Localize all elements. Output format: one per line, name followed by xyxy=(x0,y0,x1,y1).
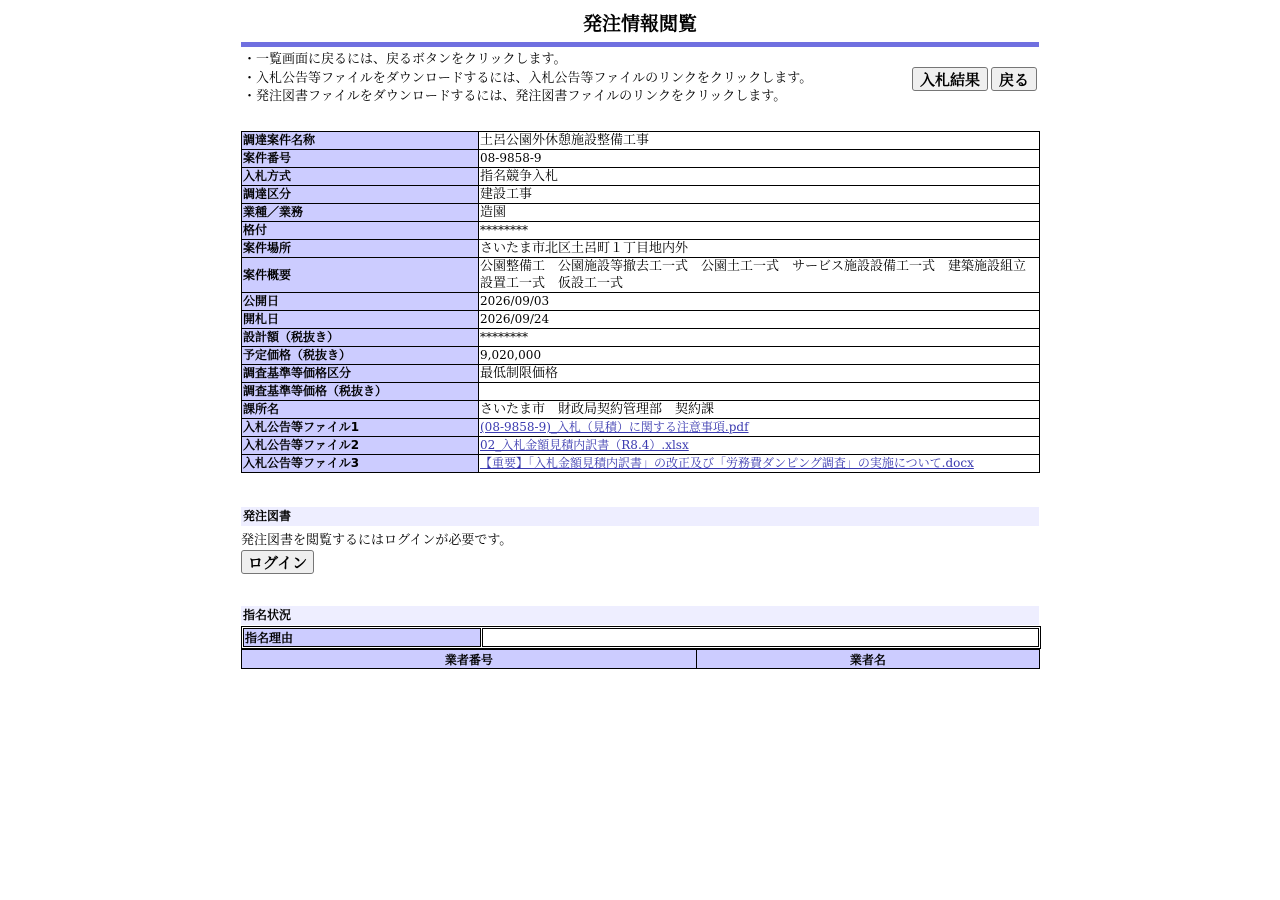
rating: ******** xyxy=(479,222,1040,240)
row-label: 調査基準等価格（税抜き） xyxy=(242,383,479,401)
case-details-table xyxy=(241,131,1040,473)
opening-date: 2026/09/24 xyxy=(479,311,1040,329)
notice-file-3-link[interactable]: 【重要】「入札金額見積内訳書」の改正及び「労務費ダンピング調査」の実施について.docx xyxy=(480,456,974,470)
row-label: 開札日 xyxy=(242,311,479,329)
column-header-vendor-name: 業者名 xyxy=(696,650,1039,669)
nomination-reason xyxy=(482,628,1039,647)
table-row xyxy=(242,150,1040,168)
row-label: 予定価格（税抜き） xyxy=(242,347,479,365)
page-title: 発注情報閲覧 xyxy=(582,13,697,35)
table-row xyxy=(242,132,1040,150)
row-label: 調査基準等価格区分 xyxy=(242,365,479,383)
nomination-reason-table xyxy=(241,626,1041,649)
row-label: 入札公告等ファイル3 xyxy=(242,455,479,473)
table-row xyxy=(242,258,1040,293)
instruction-item: ・入札公告等ファイルをダウンロードするには、入札公告等ファイルのリンクをクリックします。 xyxy=(243,70,813,86)
table-row xyxy=(242,365,1040,383)
instructions xyxy=(241,47,1039,117)
row-label: 格付 xyxy=(242,222,479,240)
procurement-category: 建設工事 xyxy=(479,186,1040,204)
row-label: 業種／業務 xyxy=(242,204,479,222)
row-label: 指名理由 xyxy=(243,628,481,647)
back-button[interactable]: 戻る xyxy=(991,67,1037,91)
row-label: 入札方式 xyxy=(242,168,479,186)
table-row xyxy=(242,347,1040,365)
table-row xyxy=(242,437,1040,455)
table-row xyxy=(243,628,1039,647)
table-row xyxy=(242,455,1040,473)
row-label: 課所名 xyxy=(242,401,479,419)
case-location: さいたま市北区土呂町１丁目地内外 xyxy=(479,240,1040,258)
row-label: 案件番号 xyxy=(242,150,479,168)
department-name: さいたま市 財政局契約管理部 契約課 xyxy=(479,401,1040,419)
table-row xyxy=(242,204,1040,222)
bid-method: 指名競争入札 xyxy=(479,168,1040,186)
page-container xyxy=(241,0,1039,669)
login-required-message: 発注図書を閲覧するにはログインが必要です。 xyxy=(241,533,513,548)
row-label: 案件概要 xyxy=(242,258,479,293)
row-label: 入札公告等ファイル2 xyxy=(242,437,479,455)
row-label: 設計額（税抜き） xyxy=(242,329,479,347)
row-label: 公開日 xyxy=(242,293,479,311)
table-header-row xyxy=(242,650,1040,669)
case-number: 08-9858-9 xyxy=(479,150,1040,168)
row-label: 調達案件名称 xyxy=(242,132,479,150)
table-row xyxy=(242,293,1040,311)
case-summary: 公園整備工 公園施設等撤去工一式 公園土工一式 サービス施設設備工一式 建築施設組立設置工一式 仮設工一式 xyxy=(479,258,1040,293)
table-row xyxy=(242,401,1040,419)
survey-price xyxy=(479,383,1040,401)
login-button[interactable]: ログイン xyxy=(241,550,314,574)
row-label: 案件場所 xyxy=(242,240,479,258)
notice-file-2-link[interactable]: 02_入札金額見積内訳書（R8.4）.xlsx xyxy=(480,438,689,452)
vendor-table xyxy=(241,649,1040,669)
design-amount: ******** xyxy=(479,329,1040,347)
table-row xyxy=(242,168,1040,186)
table-row xyxy=(242,419,1040,437)
instruction-item: ・一覧画面に戻るには、戻るボタンをクリックします。 xyxy=(243,52,567,67)
table-row xyxy=(242,329,1040,347)
notice-file-1-link[interactable]: (08-9858-9)_入札（見積）に関する注意事項.pdf xyxy=(480,420,749,434)
planned-price: 9,020,000 xyxy=(479,347,1040,365)
row-label: 調達区分 xyxy=(242,186,479,204)
publish-date: 2026/09/03 xyxy=(479,293,1040,311)
drawings-heading: 発注図書 xyxy=(241,507,1039,526)
survey-price-type: 最低制限価格 xyxy=(479,365,1040,383)
bid-result-button[interactable]: 入札結果 xyxy=(912,67,988,91)
table-row xyxy=(242,383,1040,401)
business-type: 造園 xyxy=(479,204,1040,222)
case-name: 土呂公園外休憩施設整備工事 xyxy=(479,132,1040,150)
table-row xyxy=(242,222,1040,240)
column-header-vendor-number: 業者番号 xyxy=(242,650,697,669)
instruction-item: ・発注図書ファイルをダウンロードするには、発注図書ファイルのリンクをクリックします。 xyxy=(243,89,787,104)
action-buttons xyxy=(912,67,1037,91)
nomination-heading: 指名状況 xyxy=(241,606,1039,625)
table-row xyxy=(242,240,1040,258)
row-label: 入札公告等ファイル1 xyxy=(242,419,479,437)
table-row xyxy=(242,311,1040,329)
table-row xyxy=(242,186,1040,204)
